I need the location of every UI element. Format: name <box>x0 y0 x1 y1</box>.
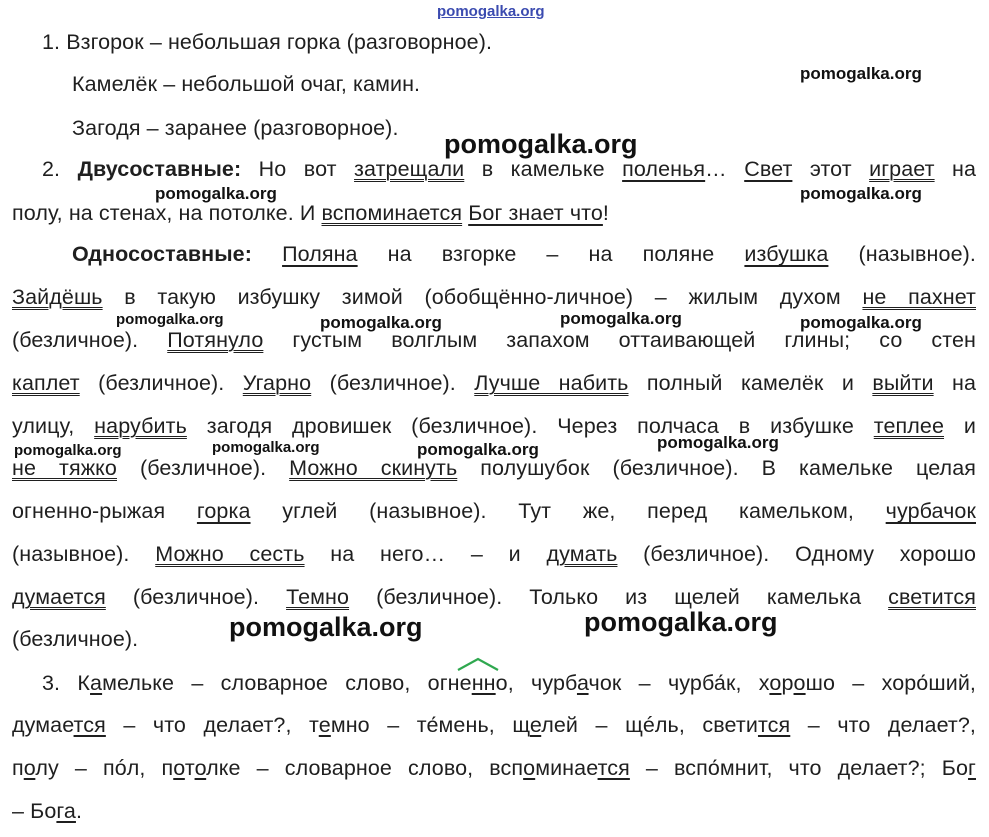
spelling-mark: а <box>576 671 589 695</box>
text: мно – те́мень, щ <box>330 713 530 737</box>
text: улицу, <box>12 414 75 438</box>
text: (назывное). <box>12 542 130 566</box>
item2-line9 <box>12 498 976 524</box>
text: (безличное). <box>98 371 225 395</box>
text: и <box>963 414 976 438</box>
text: (безличное). Одному хорошо <box>643 542 976 566</box>
text: в такую избушку зимой (обобщённо-личное) – жилым духом <box>124 285 841 309</box>
main-member: избушка <box>744 242 829 266</box>
spelling-mark: е <box>318 713 331 737</box>
spelling-mark: тся <box>757 713 791 737</box>
spelling-mark: тся <box>597 756 630 780</box>
item2-line3 <box>72 241 976 267</box>
item2-line2 <box>12 200 609 226</box>
text: т <box>184 756 195 780</box>
item1-line1: 1. Взгорок – небольшая горка (разговорное). <box>42 30 493 54</box>
text: лке – словарное слово, всп <box>206 756 524 780</box>
text: минае <box>535 756 598 780</box>
watermark: pomogalka.org <box>417 440 539 459</box>
watermark: pomogalka.org <box>560 309 682 328</box>
text: полу, на стенах, на потолке. И <box>12 201 316 225</box>
text: – что делает?, <box>790 713 976 737</box>
main-member: горка <box>196 499 251 523</box>
text: 3. К <box>42 671 91 695</box>
text: (безличное). <box>329 371 456 395</box>
main-member: Угарно <box>242 371 312 395</box>
watermark: pomogalka.org <box>116 311 224 328</box>
text: на взгорке – на поляне <box>387 242 715 266</box>
text: п <box>12 756 24 780</box>
main-member: думать <box>546 542 618 566</box>
text: (безличное). <box>12 328 139 352</box>
item2-line1 <box>42 156 976 182</box>
item2-line5 <box>12 327 976 353</box>
watermark: pomogalka.org <box>320 313 442 332</box>
text: лей – щéль, свети <box>541 713 758 737</box>
text: мельке – словарное слово, огне <box>102 671 472 695</box>
text: лу – пóл, п <box>35 756 174 780</box>
subject: Свет <box>744 157 793 181</box>
text: . <box>75 799 83 823</box>
text: на него… – и <box>330 542 521 566</box>
main-member: не пахнет <box>862 285 976 309</box>
spelling-mark: га <box>56 799 76 823</box>
spelling-mark: о <box>523 756 536 780</box>
text: о, чурб <box>495 671 577 695</box>
item3-line1 <box>42 670 976 696</box>
main-member: Поляна <box>282 242 358 266</box>
watermark: pomogalka.org <box>14 442 122 459</box>
spelling-mark: о <box>769 671 782 695</box>
text: (безличное). <box>139 456 267 480</box>
item2-line8 <box>12 455 976 481</box>
spelling-mark: о <box>194 756 207 780</box>
main-member: Можно скинуть <box>289 456 458 480</box>
predicate: затрещали <box>354 157 465 181</box>
spelling-mark: а <box>90 671 103 695</box>
watermark: pomogalka.org <box>800 184 922 203</box>
subject: поленья <box>622 157 706 181</box>
watermark: pomogalka.org <box>800 64 922 83</box>
item1-line3: Загодя – заранее (разговорное). <box>72 116 399 140</box>
item2-line7 <box>12 413 976 439</box>
text: (безличное). <box>132 585 260 609</box>
item2-line11 <box>12 584 976 610</box>
main-member: нарубить <box>94 414 187 438</box>
watermark: pomogalka.org <box>155 184 277 203</box>
main-member: Зайдёшь <box>12 285 103 309</box>
spelling-mark: г <box>968 756 976 780</box>
text: … <box>705 157 727 181</box>
main-member: Лучше набить <box>474 371 629 395</box>
text: полушубок (безличное). В камельке целая <box>480 456 976 480</box>
text: Но вот <box>258 157 337 181</box>
watermark: pomogalka.org <box>444 129 638 159</box>
watermark: pomogalka.org <box>657 433 779 452</box>
watermark: pomogalka.org <box>800 313 922 332</box>
text: р <box>781 671 794 695</box>
text: ! <box>602 201 609 225</box>
main-member: чурбачок <box>885 499 976 523</box>
spelling-mark: о <box>23 756 36 780</box>
text: этот <box>809 157 852 181</box>
item3-line3 <box>12 755 976 781</box>
item1-line2: Камелёк – небольшой очаг, камин. <box>72 72 421 96</box>
text: на <box>952 157 977 181</box>
item2-line10 <box>12 541 976 567</box>
text: на <box>952 371 977 395</box>
text: загодя дровишек (безличное). Через полчаса в избушке <box>206 414 854 438</box>
watermark: pomogalka.org <box>584 607 778 637</box>
main-member: каплет <box>12 371 80 395</box>
watermark-top: pomogalka.org <box>437 3 545 20</box>
text: полный камелёк и <box>646 371 854 395</box>
text: думае <box>12 713 74 737</box>
text: (безличное). Только из щелей камелька <box>376 585 862 609</box>
spelling-mark: о <box>173 756 185 780</box>
watermark: pomogalka.org <box>212 439 320 456</box>
two-part-label: Двусоставные: <box>77 157 242 181</box>
main-member: не тяжко <box>12 456 117 480</box>
main-member: теплее <box>873 414 945 438</box>
subject: Бог знает что <box>468 201 603 225</box>
item3-line2 <box>12 712 976 738</box>
item2-line4 <box>12 284 976 310</box>
item2-line12: (безличное). <box>12 627 139 651</box>
text: – что делает?, т <box>105 713 319 737</box>
predicate: играет <box>869 157 935 181</box>
main-member: Потянуло <box>167 328 264 352</box>
main-member: Темно <box>286 585 350 609</box>
text: углей (назывное). Тут же, перед камельком, <box>282 499 854 523</box>
watermark: pomogalka.org <box>229 612 423 642</box>
text: (назывное). <box>858 242 976 266</box>
spelling-mark: нн <box>471 671 496 695</box>
item3-line4 <box>12 798 82 824</box>
one-part-label: Односоставные: <box>72 242 253 266</box>
main-member: думается <box>12 585 106 609</box>
item-number: 2. <box>42 157 61 181</box>
main-member: светится <box>888 585 976 609</box>
predicate: вспоминается <box>321 201 463 225</box>
text: – Бо <box>12 799 57 823</box>
main-member: Можно сесть <box>155 542 305 566</box>
text: – вспо́мнит, что делает?; Бо <box>629 756 969 780</box>
main-member: выйти <box>872 371 934 395</box>
spelling-mark: тся <box>73 713 106 737</box>
text: чок – чурба́к, х <box>588 671 770 695</box>
text: шо – хоро́ший, <box>805 671 977 695</box>
item2-line6 <box>12 370 976 396</box>
text: густым волглым запахом оттаивающей глины; со стен <box>292 328 976 352</box>
spelling-mark: е <box>529 713 542 737</box>
text: в камельке <box>481 157 605 181</box>
text: огненно-рыжая <box>12 499 166 523</box>
spelling-mark: о <box>793 671 806 695</box>
